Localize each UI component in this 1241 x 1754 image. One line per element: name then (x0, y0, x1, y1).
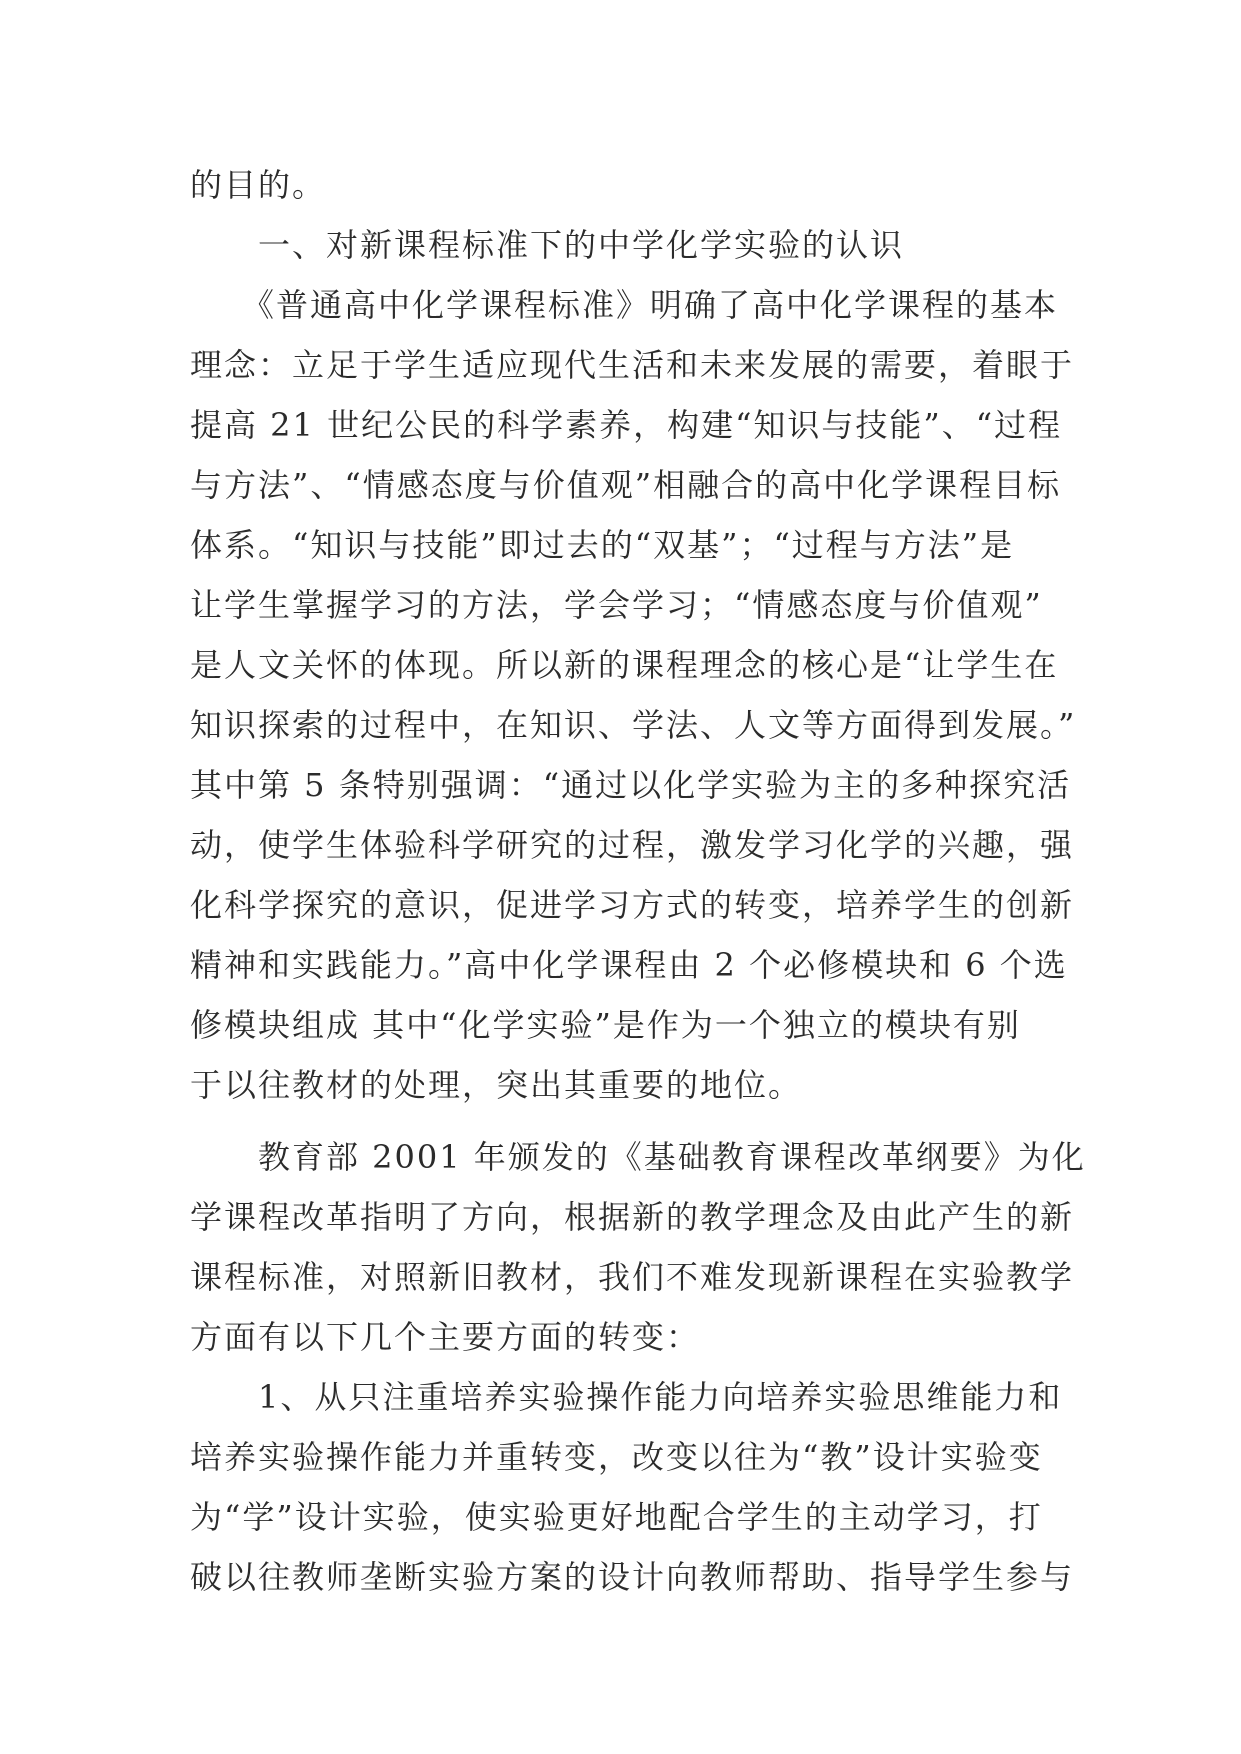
section-heading: 一、对新课程标准下的中学化学实验的认识 (190, 226, 905, 264)
document-body (190, 155, 1086, 1607)
text-line: 于以往教材的处理，突出其重要的地位。 (190, 1066, 803, 1104)
text-line: 其中第 5 条特别强调：“通过以化学实验为主的多种探究活 (190, 766, 1072, 804)
text-line: 理念：立足于学生适应现代生活和未来发展的需要，着眼于 (190, 346, 1075, 384)
text-line: 提高 21 世纪公民的科学素养，构建“知识与技能”、“过程 (190, 406, 1063, 444)
text-line: 为“学”设计实验，使实验更好地配合学生的主动学习，打 (190, 1498, 1043, 1536)
text-line: 知识探索的过程中，在知识、学法、人文等方面得到发展。” (190, 706, 1077, 744)
text-line: 学课程改革指明了方向，根据新的教学理念及由此产生的新 (190, 1198, 1075, 1236)
text-line: 培养实验操作能力并重转变，改变以往为“教”设计实验变 (190, 1438, 1043, 1476)
text-line: 与方法”、“情感态度与价值观”相融合的高中化学课程目标 (190, 466, 1062, 504)
text-line: 动，使学生体验科学研究的过程，激发学习化学的兴趣，强 (190, 826, 1075, 864)
text-line: 精神和实践能力。”高中化学课程由 2 个必修模块和 6 个选 (190, 946, 1068, 984)
text-line: 化科学探究的意识，促进学习方式的转变，培养学生的创新 (190, 886, 1075, 924)
text-line: 修模块组成 其中“化学实验”是作为一个独立的模块有别 (190, 1006, 1021, 1044)
text-line: 让学生掌握学习的方法，学会学习；“情感态度与价值观” (190, 586, 1043, 624)
paragraph-gap (190, 1115, 1050, 1127)
text-line: 方面有以下几个主要方面的转变： (190, 1318, 701, 1356)
text-line: 破以往教师垄断实验方案的设计向教师帮助、指导学生参与 (190, 1558, 1075, 1596)
text-line: 教育部 2001 年颁发的《基础教育课程改革纲要》为化 (190, 1138, 1086, 1176)
text-line: 课程标准，对照新旧教材，我们不难发现新课程在实验教学 (190, 1258, 1075, 1296)
text-line: 体系。“知识与技能”即过去的“双基”；“过程与方法”是 (190, 526, 1015, 564)
text-line: 的目的。 (190, 166, 327, 204)
text-line: 1、从只注重培养实验操作能力向培养实验思维能力和 (190, 1378, 1063, 1416)
text-line: 是人文关怀的体现。所以新的课程理念的核心是“让学生在 (190, 646, 1059, 684)
text-line: 《普通高中化学课程标准》明确了高中化学课程的基本 (190, 286, 1059, 324)
